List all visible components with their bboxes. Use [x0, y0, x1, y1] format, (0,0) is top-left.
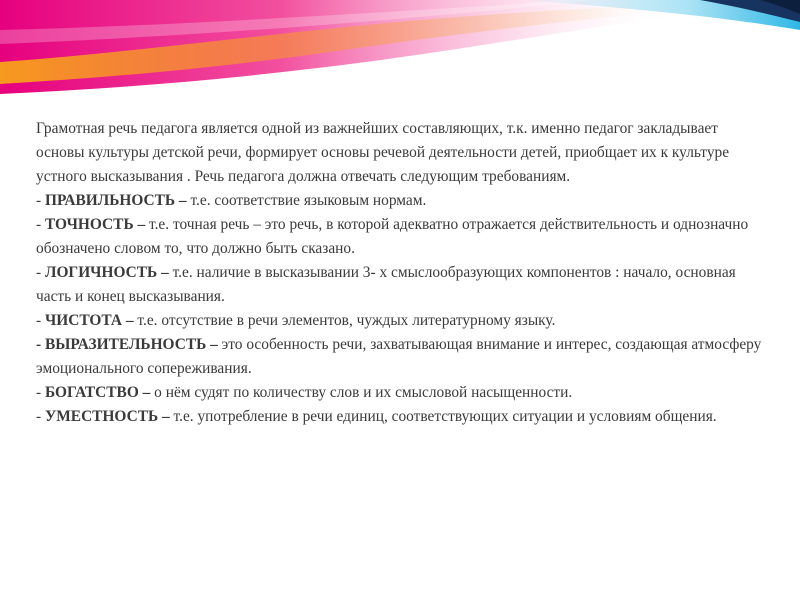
requirement-term: ЛОГИЧНОСТЬ – — [44, 264, 169, 281]
requirement-description: т.е. точная речь – это речь, в которой адекватно отражается действительность и однозначно обозначено словом то, что должно быть сказано. — [36, 216, 749, 257]
requirement-term: ТОЧНОСТЬ – — [44, 216, 146, 233]
requirement-item — [36, 381, 766, 405]
requirement-description: т.е. соответствие языковым нормам. — [186, 192, 427, 209]
requirements-list — [36, 189, 766, 429]
requirement-term: БОГАТСТВО – — [44, 384, 151, 401]
requirement-bullet: - — [36, 312, 45, 329]
requirement-bullet: - — [36, 216, 45, 233]
requirement-bullet: - — [36, 192, 45, 209]
requirement-term: ВЫРАЗИТЕЛЬНОСТЬ – — [44, 336, 218, 353]
requirement-term: ПРАВИЛЬНОСТЬ – — [44, 192, 187, 209]
requirement-item — [36, 261, 766, 309]
decorative-header-waves — [0, 0, 800, 100]
slide-body-text — [36, 117, 766, 429]
requirement-description: т.е. отсутствие в речи элементов, чуждых литературному языку. — [133, 312, 556, 329]
requirement-description: это особенность речи, захватывающая внимание и интерес, создающая атмосферу эмоционального сопереживания. — [36, 336, 762, 377]
requirement-item — [36, 405, 766, 429]
requirement-item — [36, 309, 766, 333]
requirement-term: УМЕСТНОСТЬ – — [44, 408, 170, 425]
requirement-item — [36, 333, 766, 381]
requirement-description: т.е. употребление в речи единиц, соответствующих ситуации и условиям общения. — [169, 408, 717, 425]
requirement-bullet: - — [36, 336, 45, 353]
requirement-item — [36, 189, 766, 213]
intro-paragraph: Грамотная речь педагога является одной из важнейших составляющих, т.к. именно педагог закладывает основы культуры детской речи, формирует основы речевой деятельности детей, приобщает их к культуре устного высказывания . Речь педагога должна отвечать следующим требованиям. — [36, 120, 730, 185]
requirement-description: т.е. наличие в высказывании 3- х смыслообразующих компонентов : начало, основная часть и конец высказывания. — [36, 264, 736, 305]
requirement-item — [36, 213, 766, 261]
requirement-bullet: - — [36, 384, 45, 401]
requirement-bullet: - — [36, 264, 45, 281]
requirement-description: о нём судят по количеству слов и их смысловой насыщенности. — [150, 384, 573, 401]
requirement-bullet: - — [36, 408, 45, 425]
requirement-term: ЧИСТОТА – — [44, 312, 134, 329]
